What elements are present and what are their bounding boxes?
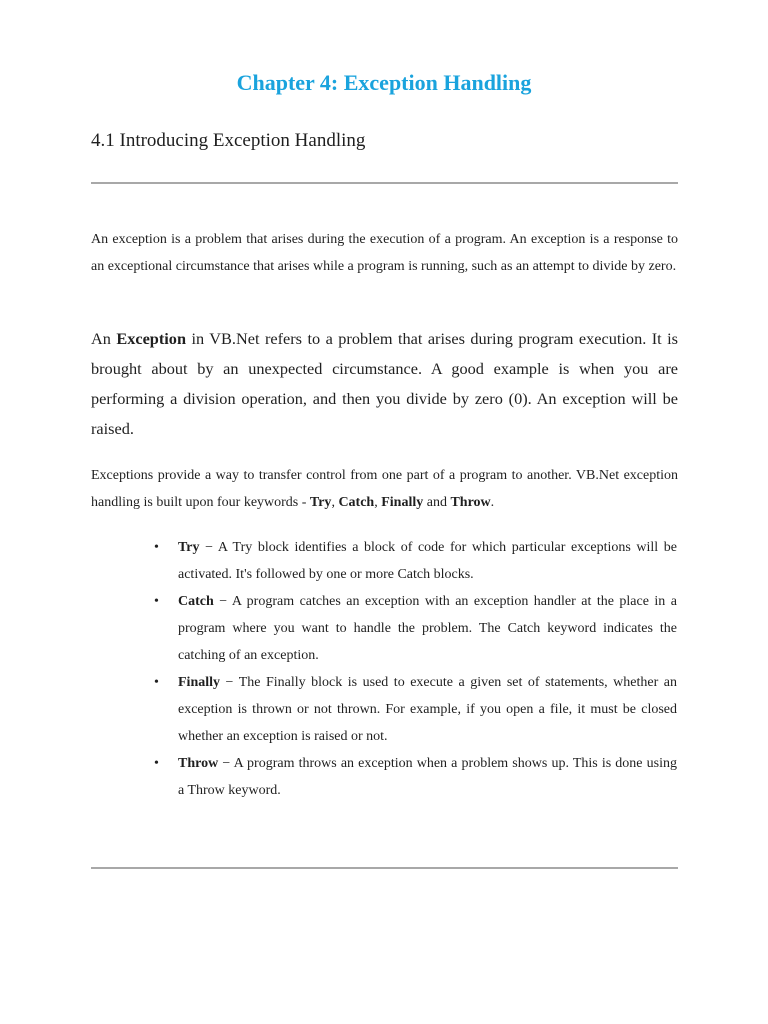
- keyword-throw: Throw: [450, 495, 491, 510]
- term-exception: Exception: [116, 329, 187, 348]
- list-item-try: [154, 534, 677, 588]
- exception-definition-paragraph: [91, 324, 678, 444]
- bullet-term: Catch: [178, 594, 214, 609]
- bullet-icon: •: [154, 675, 159, 690]
- bullet-text: − The Finally block is used to execute a given set of statements, whether an exception is thrown or not thrown. For example, if you open a file, it must be closed whether an exception is raised or not.: [178, 675, 677, 744]
- bullet-icon: •: [154, 594, 159, 609]
- bullet-term: Finally: [178, 675, 221, 690]
- list-item-finally: [154, 669, 677, 750]
- intro-paragraph: An exception is a problem that arises during the execution of a program. An exception is a response to an exceptional circumstance that arises while a program is running, such as an attempt to divide by zero.: [91, 232, 678, 274]
- bullet-icon: •: [154, 756, 159, 771]
- para-3-text: Exceptions provide a way to transfer control from one part of a program to another. VB.Net exception handling is built upon four keywords -: [91, 468, 678, 510]
- keyword-catch: Catch: [338, 495, 375, 510]
- sep-and: and: [423, 495, 451, 510]
- list-item-catch: [154, 588, 677, 669]
- para-3-end: .: [490, 495, 495, 510]
- sep-2: ,: [374, 495, 382, 510]
- bullet-icon: •: [154, 540, 159, 555]
- bottom-divider: [91, 867, 678, 869]
- keyword-bullet-list: [154, 534, 677, 804]
- chapter-title: Chapter 4: Exception Handling: [236, 70, 532, 95]
- keywords-paragraph: [91, 462, 678, 516]
- para-2-lead: An: [91, 329, 117, 348]
- section-heading: 4.1 Introducing Exception Handling: [91, 130, 366, 151]
- bullet-text: − A program catches an exception with an exception handler at the place in a program where you want to handle the problem. The Catch keyword indicates the catching of an exception.: [178, 594, 677, 663]
- keyword-try: Try: [309, 495, 332, 510]
- bullet-text: − A Try block identifies a block of code for which particular exceptions will be activated. It's followed by one or more Catch blocks.: [178, 540, 677, 582]
- bullet-term: Throw: [178, 756, 219, 771]
- para-2-rest: in VB.Net refers to a problem that arises during program execution. It is brought about by an unexpected circumstance. A good example is when you are performing a division operation, and then you divide by zero (0). An exception will be raised.: [91, 329, 678, 438]
- list-item-throw: [154, 750, 677, 804]
- top-divider: [91, 182, 678, 184]
- bullet-term: Try: [178, 540, 200, 555]
- bullet-text: − A program throws an exception when a problem shows up. This is done using a Throw keyword.: [178, 756, 677, 798]
- keyword-finally: Finally: [381, 495, 424, 510]
- sep-1: ,: [331, 495, 339, 510]
